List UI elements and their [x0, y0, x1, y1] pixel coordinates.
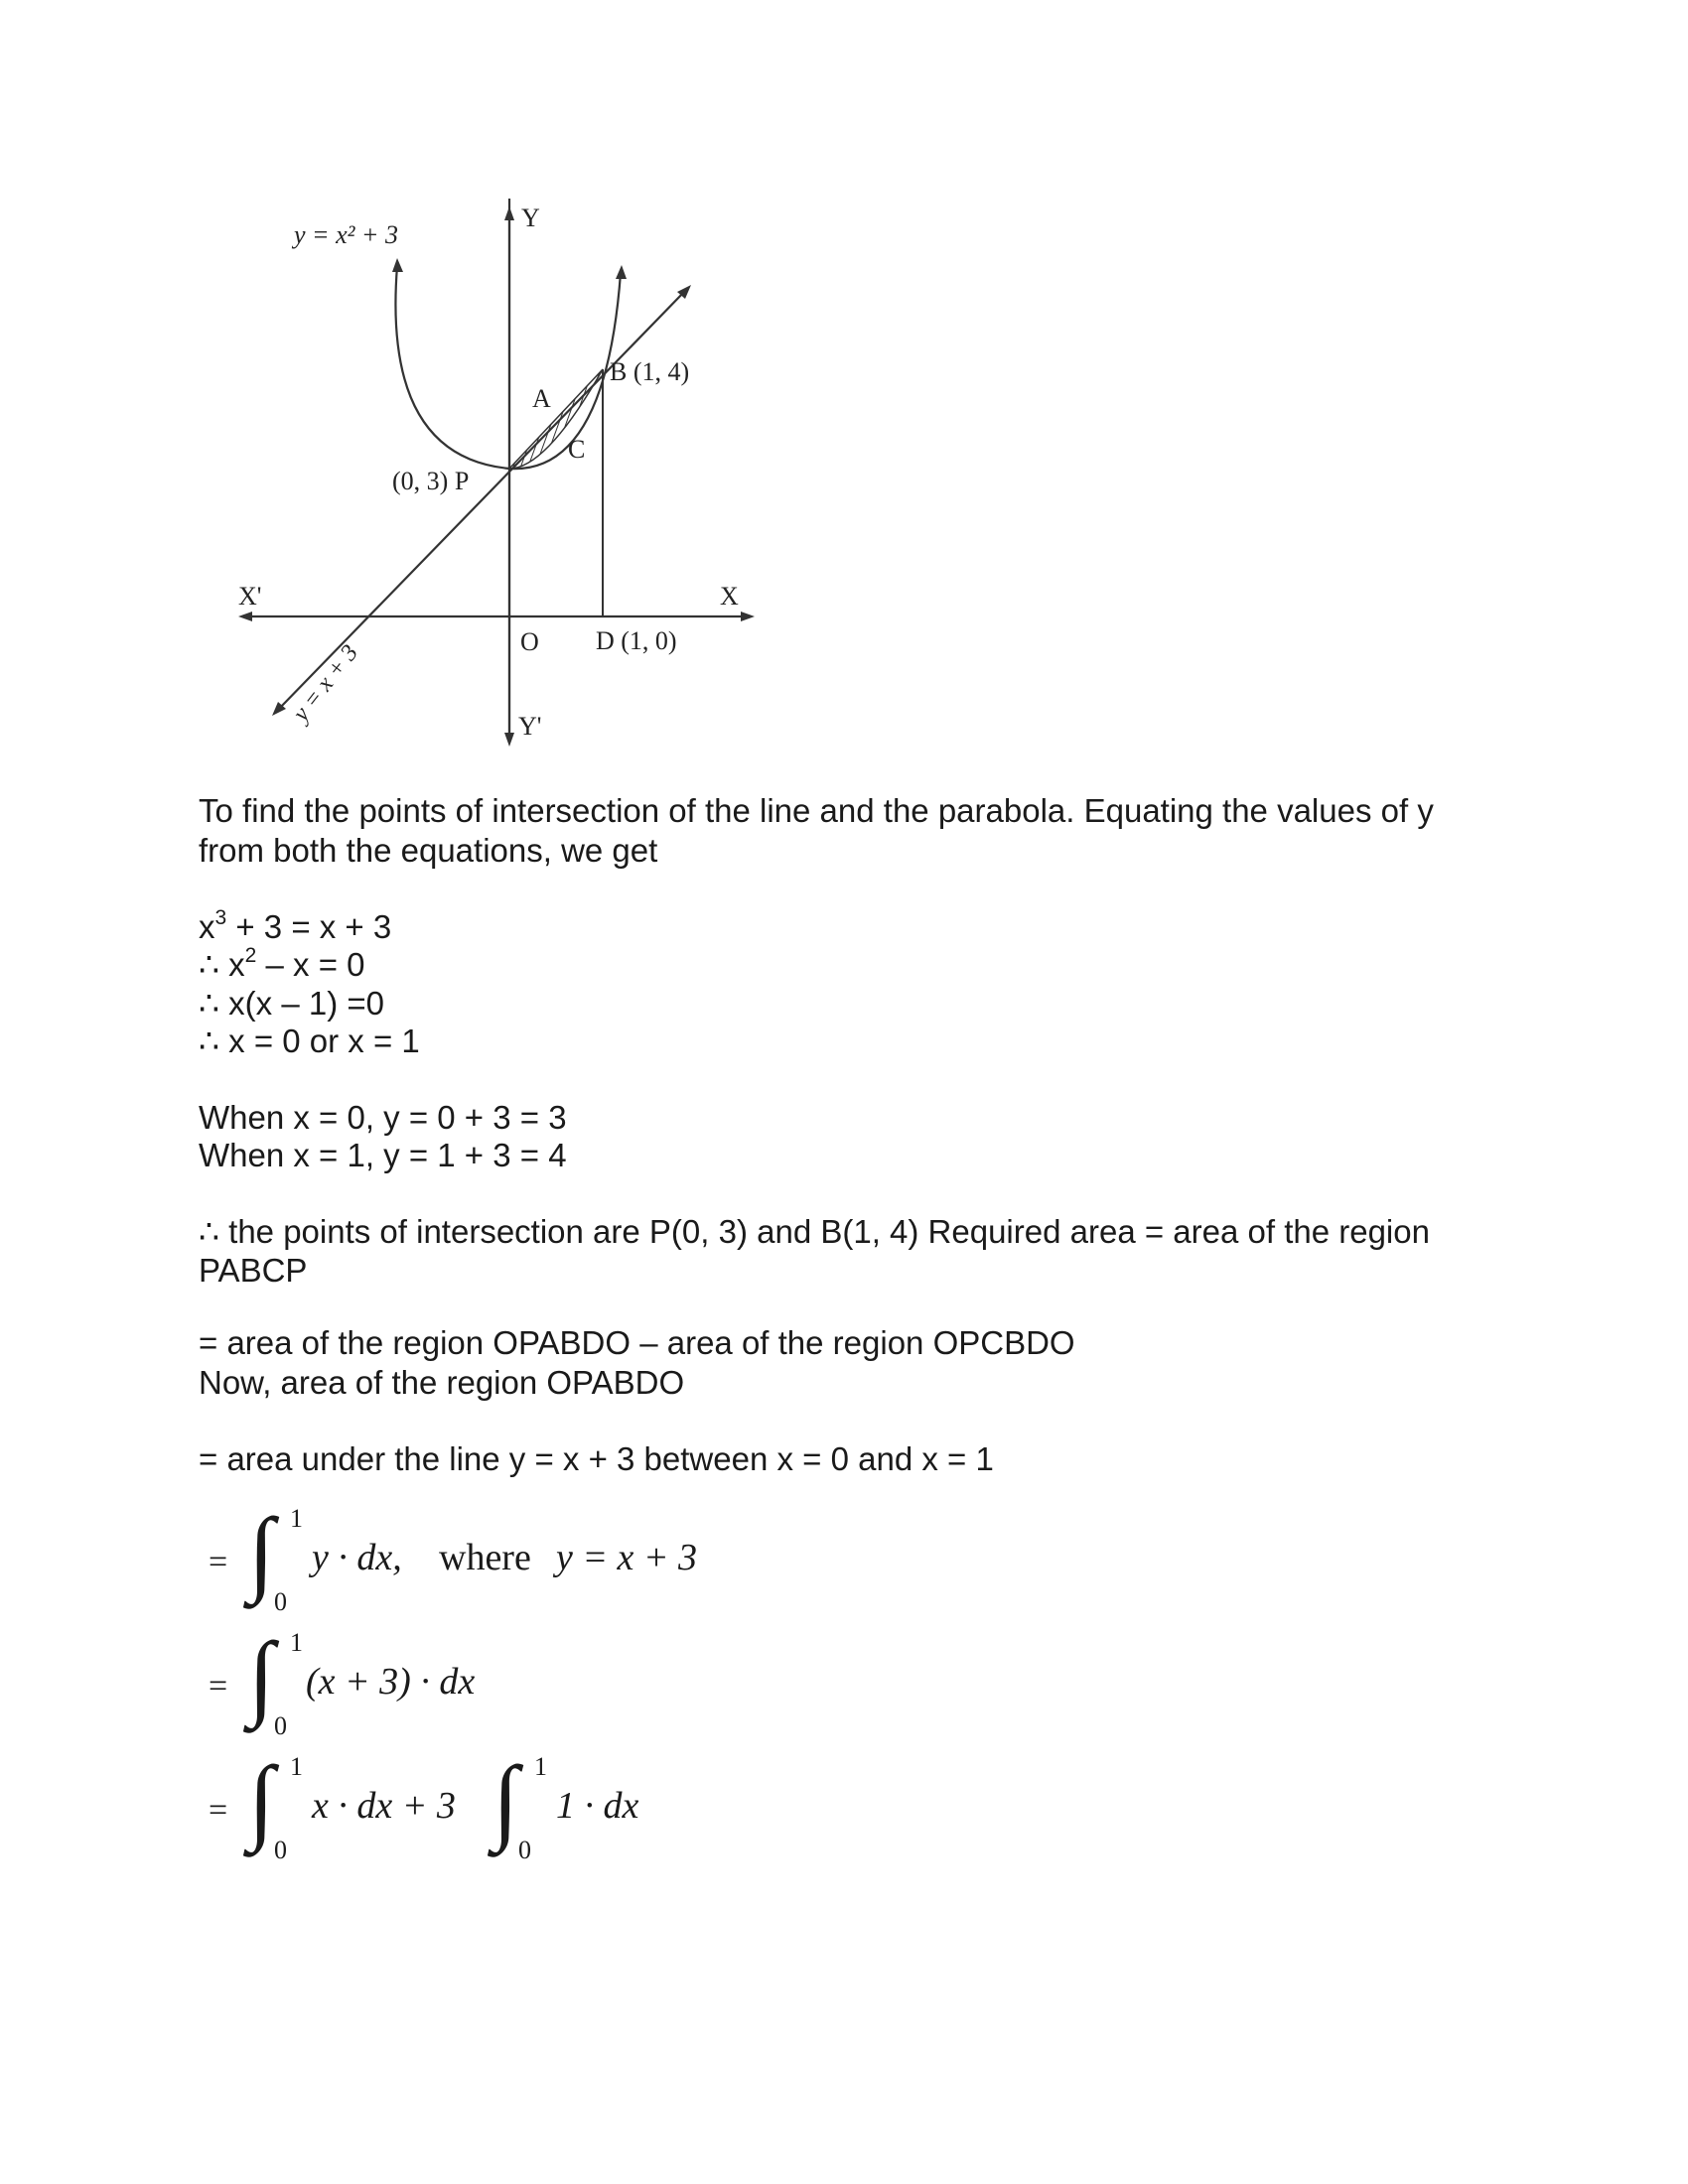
parabola: [395, 266, 621, 469]
x-axis-arrow-right: [741, 612, 755, 621]
integral-sign-2: ∫ 1 0: [492, 1746, 547, 1864]
lower-limit: 0: [274, 1587, 287, 1616]
point-p-label: (0, 3) P: [392, 467, 470, 495]
area-line-2: Now, area of the region OPABDO: [199, 1364, 685, 1401]
equals-sign: =: [209, 1668, 228, 1705]
y-axis-neg-label: Y': [518, 712, 542, 741]
equation-3: ∴ x(x – 1) =0: [199, 985, 384, 1022]
integral-step-2: [209, 1622, 606, 1747]
eq2-exponent: 2: [244, 944, 257, 967]
when-line-2: When x = 1, y = 1 + 3 = 4: [199, 1137, 567, 1173]
intro-line-1: To find the points of intersection of the line and the parabola. Equating the values of y: [199, 792, 1434, 829]
when-line-1: When x = 0, y = 0 + 3 = 3: [199, 1099, 567, 1136]
intro-line-2: from both the equations, we get: [199, 832, 658, 869]
lower-limit: 0: [274, 1711, 287, 1740]
where-condition: y = x + 3: [556, 1537, 698, 1578]
integral-sign: ∫ 1 0: [248, 1746, 303, 1864]
points-line-2: PABCP: [199, 1252, 308, 1289]
lower-limit: 0: [518, 1836, 531, 1864]
eq1-exponent: 3: [214, 906, 227, 929]
upper-limit: 1: [290, 1752, 303, 1781]
area-under-line: = area under the line y = x + 3 between x = 0 and x = 1: [199, 1440, 994, 1477]
eq2-rest: – x = 0: [256, 946, 365, 983]
y-axis-arrow-up: [504, 206, 514, 220]
integral-step-1: [209, 1498, 765, 1623]
point-b-label: B (1, 4): [610, 357, 690, 386]
point-d-label: D (1, 0): [596, 626, 677, 655]
lower-limit: 0: [274, 1836, 287, 1864]
points-line-1: ∴ the points of intersection are P(0, 3) and B(1, 4) Required area = area of the region: [199, 1213, 1430, 1250]
integrand: (x + 3) · dx: [306, 1661, 476, 1703]
shaded-region: [509, 369, 603, 469]
graph-figure: [218, 199, 774, 764]
upper-limit: 1: [290, 1628, 303, 1657]
integral-sign: ∫ 1 0: [248, 1498, 303, 1616]
x-axis-neg-label: X': [238, 582, 262, 611]
integrand-1: x · dx + 3: [312, 1785, 456, 1827]
parabola-arrow-right: [616, 265, 627, 279]
integral-sign: ∫ 1 0: [248, 1622, 303, 1740]
parabola-label: y = x² + 3: [294, 220, 398, 249]
eq2-base: ∴ x: [199, 946, 245, 983]
equation-2: [199, 945, 365, 985]
line-label: y = x + 3: [288, 639, 363, 727]
equation-4: ∴ x = 0 or x = 1: [199, 1023, 420, 1059]
where-word: where: [439, 1537, 531, 1578]
integrand: y · dx,: [312, 1537, 402, 1578]
y-axis-arrow-down: [504, 733, 514, 747]
point-a-label: A: [532, 384, 551, 413]
origin-label: O: [520, 627, 539, 656]
integrand-2: 1 · dx: [556, 1785, 639, 1827]
x-axis-label: X: [720, 582, 739, 611]
upper-limit: 1: [290, 1504, 303, 1533]
eq1-base: x: [199, 908, 215, 945]
y-axis-label: Y: [521, 204, 540, 232]
point-c-label: C: [568, 435, 586, 464]
equals-sign: =: [209, 1544, 228, 1580]
parabola-arrow-left: [392, 258, 403, 272]
upper-limit: 1: [534, 1752, 547, 1781]
integral-step-3: [209, 1746, 705, 1871]
equals-sign: =: [209, 1792, 228, 1829]
equation-1: [199, 907, 391, 947]
x-axis-arrow-left: [238, 612, 252, 621]
eq1-rest: + 3 = x + 3: [226, 908, 392, 945]
area-line-1: = area of the region OPABDO – area of the region OPCBDO: [199, 1324, 1075, 1361]
